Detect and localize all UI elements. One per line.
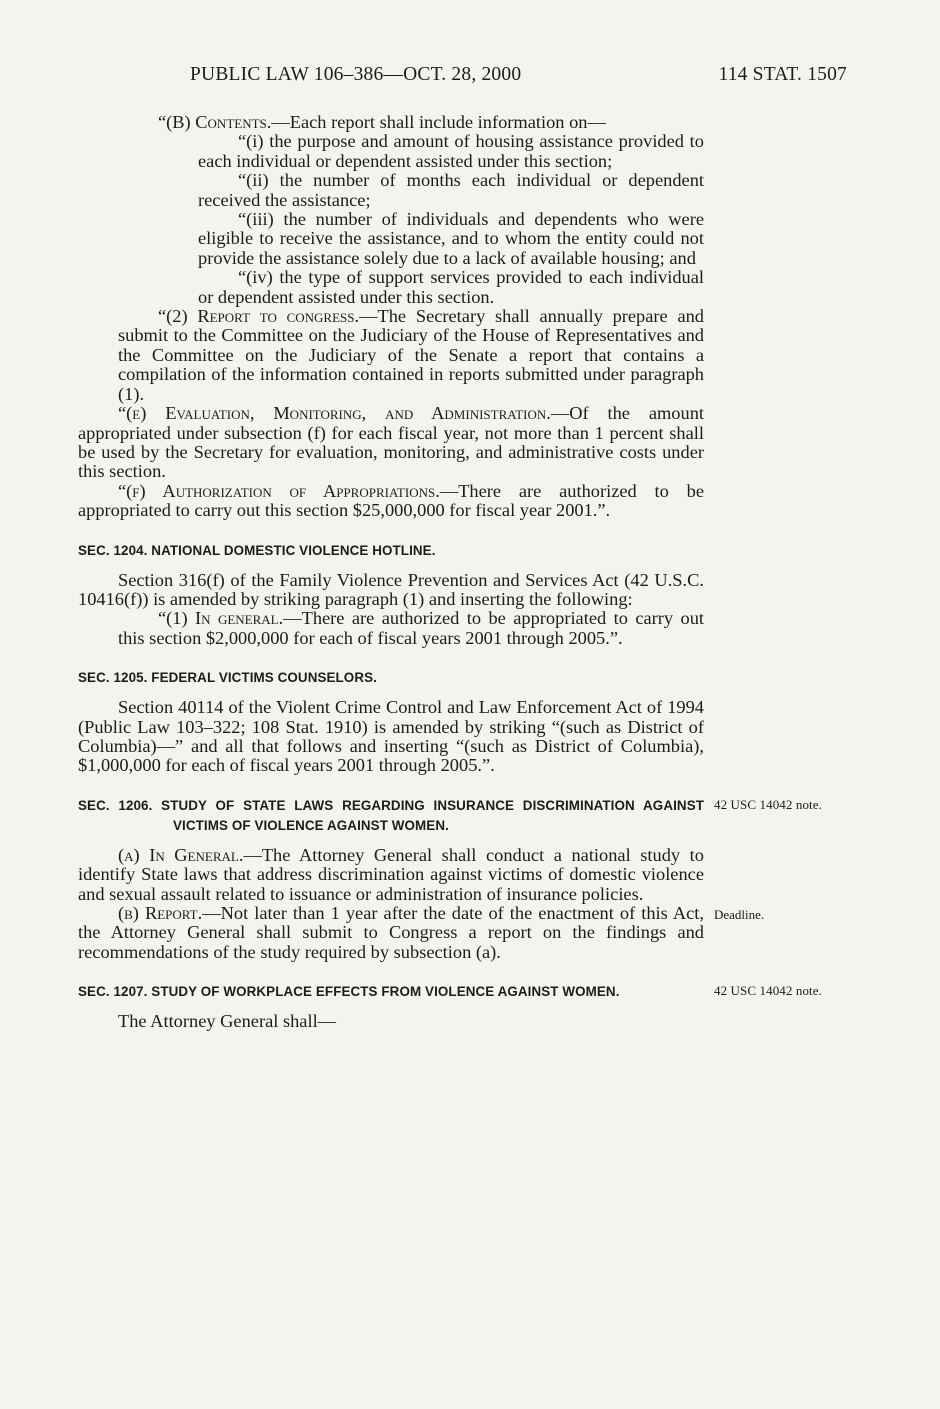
header-stat: 114 STAT. 1507 [718,64,847,85]
paragraph-text: —The Secretary shall annually prepare and submit to the Committee on the Judiciary of the House of Representatives and the Committee on the Judiciary of the Senate a report that contains a compilation of the information contained in reports submitted under paragraph (1). [118,306,704,404]
document-body [78,112,822,1032]
paragraph-text: —Each report shall include information on— [271,112,606,132]
paragraph-label: “(B) Contents. [158,112,272,132]
section-1206-a [78,846,704,904]
paragraph-label: “(e) Evaluation, Monitoring, and Administration. [118,403,551,424]
margin-note-usc: 42 USC 14042 note. [714,983,822,999]
section-heading-text: SEC. 1206. STUDY OF STATE LAWS REGARDING INSURANCE DISCRIMINATION AGAINST VICTIMS OF VIOLENCE AGAINST WOMEN. [78,797,704,833]
clause-iv: “(iv) the type of support services provided to each individual or dependent assisted under this section. [198,267,704,307]
paragraph-label: “(f) Authorization of Appropriations. [118,480,440,501]
clause-i: “(i) the purpose and amount of housing assistance provided to each individual or dependent assisted under this section; [198,131,704,171]
paragraph-report-to-congress [78,307,704,404]
section-heading-text: SEC. 1205. FEDERAL VICTIMS COUNSELORS. [78,670,377,686]
paragraph-f [78,482,704,521]
paragraph-label: (a) In General. [118,844,244,865]
section-1204-heading [78,541,704,561]
paragraph-text: —The Attorney General shall conduct a national study to identify State laws that address discrimination against victims of domestic violence and sexual assault related to issuance or administration of insurance policies. [78,844,704,904]
paragraph-text: —Not later than 1 year after the date of the enactment of this Act, the Attorney General shall submit to Congress a report on the findings and recommendations of the study required by subsection (a). [78,903,704,962]
paragraph-b-contents [78,113,704,132]
section-1206-heading [78,796,822,836]
header-title: PUBLIC LAW 106–386—OCT. 28, 2000 [190,64,522,85]
clause-iii: “(iii) the number of individuals and dependents who were eligible to receive the assistance, and to whom the entity could not provide the assistance solely due to a lack of available housing; and [198,209,704,268]
paragraph-label: (b) Report. [118,903,203,923]
clause-ii: “(ii) the number of months each individual or dependent received the assistance; [198,170,704,210]
paragraph-text: —There are authorized to be appropriated to carry out this section $25,000,000 for fiscal year 2001.”. [78,480,705,521]
paragraph-text: —There are authorized to be appropriated to carry out this section $2,000,000 for each of fiscal years 2001 through 2005.”. [118,608,704,648]
paragraph-label: “(1) In general. [158,608,284,629]
section-1205-text: Section 40114 of the Violent Crime Control and Law Enforcement Act of 1994 (Public Law 103–322; 108 Stat. 1910) is amended by striking “(such as District of Columbia)—” and all that follows and inserting “(such as District of Columbia), $1,000,000 for each of fiscal years 2001 through 2005.”. [78,697,704,776]
paragraph-label: “(2) Report to congress. [158,306,360,327]
section-heading-text: SEC. 1204. NATIONAL DOMESTIC VIOLENCE HOTLINE. [78,542,436,558]
paragraph-e [78,404,704,482]
section-heading-text: SEC. 1207. STUDY OF WORKPLACE EFFECTS FROM VIOLENCE AGAINST WOMEN. [78,984,620,1000]
margin-note-deadline: Deadline. [714,907,765,922]
section-1207-text: The Attorney General shall— [118,1011,337,1032]
section-1207-heading [78,982,822,1002]
section-1206-b [78,904,704,962]
section-1206-b-wrap [78,903,765,962]
section-1204-text: Section 316(f) of the Family Violence Prevention and Services Act (42 U.S.C. 10416(f)) is amended by striking paragraph (1) and inserting the following: [78,569,704,609]
section-1205-heading [78,668,704,688]
margin-note-usc: 42 USC 14042 note. [714,796,822,812]
section-1204-general [78,609,704,648]
paragraph-text: —Of the amount appropriated under subsection (f) for each fiscal year, not more than 1 percent shall be used by the Secretary for evaluation, monitoring, and administrative costs under this section. [78,403,704,482]
